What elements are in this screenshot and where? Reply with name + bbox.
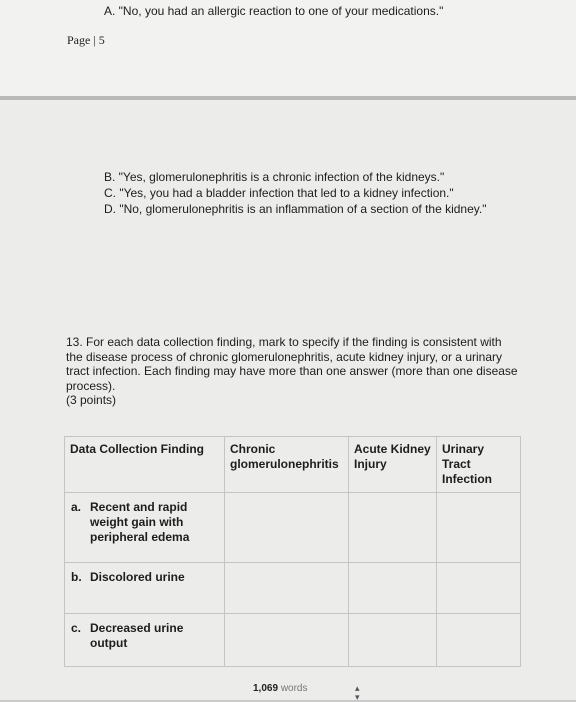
answer-cell-aki[interactable]	[349, 563, 437, 614]
finding-letter: b.	[71, 570, 82, 584]
chevron-up-down-icon[interactable]: ▴ ▾	[355, 683, 360, 702]
finding-cell	[65, 614, 225, 667]
question-13: 13. For each data collection finding, mark to specify if the finding is consistent with the disease process of chronic glomerulonephritis, acute kidney injury, or a urinary tract infection. Each finding may have more than one answer (more than one disease process).	[66, 335, 518, 393]
page-number: Page | 5	[67, 33, 105, 47]
table-row	[65, 614, 521, 667]
finding-cell	[65, 563, 225, 614]
option-d: D. "No, glomerulonephritis is an inflammation of a section of the kidney."	[104, 202, 487, 216]
option-a: A. "No, you had an allergic reaction to one of your medications."	[104, 4, 444, 18]
finding-text: Discolored urine	[90, 570, 185, 584]
table-row	[65, 493, 521, 563]
question-points: (3 points)	[66, 393, 117, 407]
header-finding: Data Collection Finding	[65, 437, 225, 493]
answer-cell-uti[interactable]	[437, 493, 521, 563]
header-chronic-glomerulonephritis: Chronic glomerulonephritis	[225, 437, 349, 493]
answer-cell-aki[interactable]	[349, 614, 437, 667]
answer-cell-uti[interactable]	[437, 563, 521, 614]
word-count-value: 1,069	[253, 683, 279, 694]
finding-text: Decreased urine output	[90, 621, 184, 650]
answer-cell-chronic[interactable]	[225, 493, 349, 563]
findings-table	[64, 436, 521, 667]
header-acute-kidney-injury: Acute Kidney Injury	[349, 437, 437, 493]
answer-cell-chronic[interactable]	[225, 614, 349, 667]
answer-cell-uti[interactable]	[437, 614, 521, 667]
word-count[interactable]	[253, 683, 308, 694]
word-count-label: words	[280, 683, 308, 694]
answer-cell-aki[interactable]	[349, 493, 437, 563]
finding-letter: c.	[71, 621, 82, 635]
header-urinary-tract-infection: Urinary Tract Infection	[437, 437, 521, 493]
finding-letter: a.	[71, 500, 82, 514]
table-row	[65, 563, 521, 614]
finding-text: Recent and rapid weight gain with peripheral edema	[90, 500, 190, 544]
option-b: B. "Yes, glomerulonephritis is a chronic infection of the kidneys."	[104, 170, 445, 184]
answer-cell-chronic[interactable]	[225, 563, 349, 614]
option-c: C. "Yes, you had a bladder infection that led to a kidney infection."	[104, 186, 454, 200]
finding-cell	[65, 493, 225, 563]
